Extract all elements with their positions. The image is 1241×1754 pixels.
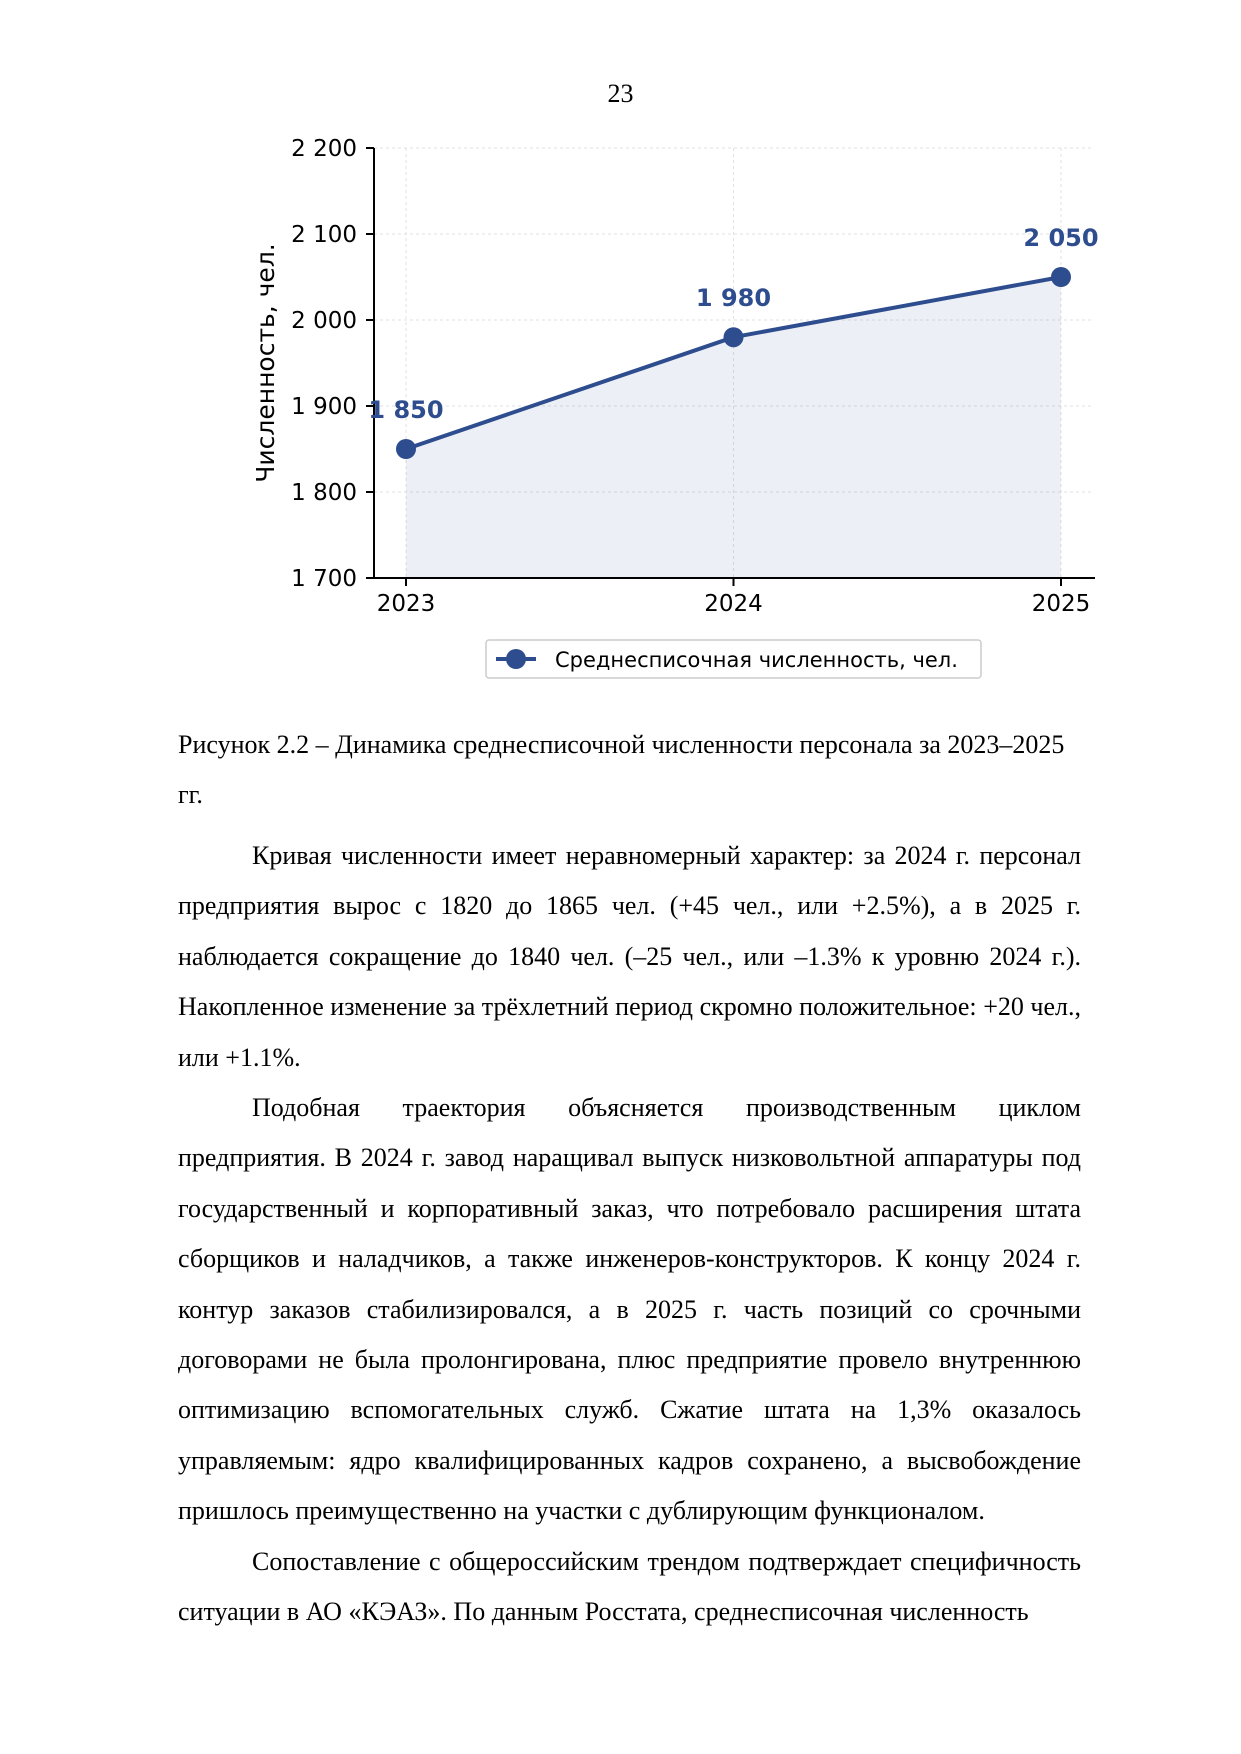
y-tick-label: 2 100 (291, 222, 357, 248)
paragraph: Подобная траектория объясняется производственным циклом предприятия. В 2024 г. завод наращивал выпуск низковольтной аппаратуры под государственный и корпоративный заказ, что потребовало расширения штата сборщиков и наладчиков, а также инженеров-конструкторов. К концу 2024 г. контур заказов стабилизировался, а в 2025 г. часть позиций со срочными договорами не была пролонгирована, плюс предприятие провело внутреннюю оптимизацию вспомогательных служб. Сжатие штата на 1,3% оказалось управляемым: ядро квалифицированных кадров сохранено, а высвобождение пришлось преимущественно на участки с дублирующим функционалом. (178, 1093, 1081, 1526)
chart-legend (486, 640, 981, 678)
legend-marker-swatch (506, 649, 526, 669)
data-label: 1 850 (368, 396, 444, 424)
paragraph: Сопоставление с общероссийским трендом подтверждает специфичность ситуации в АО «КЭАЗ». По данным Росстата, среднесписочная численность (178, 1546, 1081, 1627)
x-tick-label: 2025 (1031, 591, 1091, 617)
y-tick-label: 2 000 (291, 308, 357, 334)
x-tick-label: 2024 (704, 591, 763, 617)
page-number: 23 (607, 79, 634, 108)
y-tick-label: 1 800 (291, 480, 357, 506)
x-axis-ticks (377, 578, 1091, 617)
body-text (178, 831, 1081, 1638)
figure-caption: Рисунок 2.2 – Динамика среднесписочной численности персонала за 2023–2025 гг. (178, 730, 1065, 809)
y-axis-title: Численность, чел. (251, 243, 280, 483)
data-point (1051, 267, 1071, 287)
y-tick-label: 2 200 (291, 136, 357, 162)
data-label: 2 050 (1023, 224, 1099, 252)
y-axis-ticks (291, 136, 374, 592)
y-tick-label: 1 700 (291, 566, 357, 592)
headcount-line-chart (0, 0, 1241, 720)
data-label: 1 980 (695, 284, 772, 313)
data-point (724, 327, 744, 347)
data-point (396, 439, 416, 459)
y-tick-label: 1 900 (291, 394, 357, 420)
x-tick-label: 2023 (376, 591, 436, 617)
paragraph: Кривая численности имеет неравномерный характер: за 2024 г. персонал предприятия вырос с 1820 до 1865 чел. (+45 чел., или +2.5%), а в 2025 г. наблюдается сокращение до 1840 чел. (–25 чел., или –1.3% к уровню 2024 г.). Накопленное изменение за трёхлетний период скромно положительное: +20 чел., или +1.1%. (178, 841, 1081, 1072)
legend-label: Среднесписочная численность, чел. (555, 648, 958, 672)
